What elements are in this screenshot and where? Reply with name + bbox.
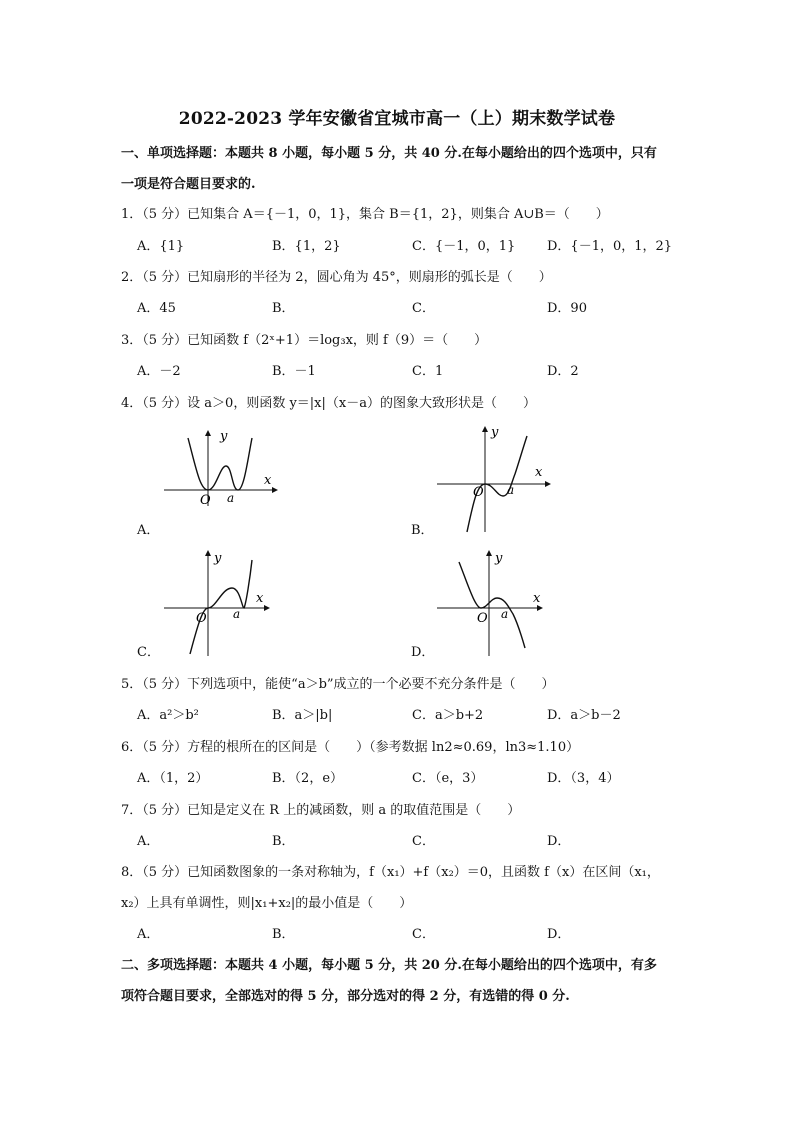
q8-option-a: A． <box>137 927 160 942</box>
q3-option-c: C．1 <box>412 364 444 379</box>
q6-option-c: C．（e，3） <box>412 771 484 786</box>
graph-a-y-label: y <box>220 429 228 444</box>
graph-b-x-label: x <box>535 465 543 480</box>
question-5: 5．（5 分）下列选项中，能使“a＞b”成立的一个必要不充分条件是（ ） <box>121 677 555 692</box>
graph-a-origin-label: O <box>200 493 211 508</box>
q7-option-d: D． <box>547 834 571 849</box>
q2-option-b: B． <box>272 301 295 316</box>
graph-b-y-label: y <box>491 425 499 440</box>
question-4: 4．（5 分）设 a＞0，则函数 y＝|x|（x－a）的图象大致形状是（ ） <box>121 396 536 411</box>
graph-c-origin-label: O <box>196 611 207 626</box>
section2-line2: 项符合题目要求，全部选对的得 5 分，部分选对的得 2 分，有选错的得 0 分. <box>121 989 570 1004</box>
q5-option-c: C．a＞b+2 <box>412 708 484 723</box>
q4-option-a: A． <box>137 523 160 538</box>
question-6: 6．（5 分）方程的根所在的区间是（ ）（参考数据 ln2≈0.69，ln3≈1.10） <box>121 740 580 755</box>
graph-a-a-label: a <box>227 491 235 505</box>
q2-option-a: A．45 <box>137 301 176 316</box>
section2-heading <box>121 950 681 1012</box>
q5-option-a: A．a²＞b² <box>137 708 199 723</box>
q6-option-d: D．（3，4） <box>547 771 620 786</box>
q2-option-d: D．90 <box>547 301 587 316</box>
graph-d-origin-label: O <box>477 611 488 626</box>
q3-option-a: A．－2 <box>137 364 181 379</box>
question-8-line1: 8．（5 分）已知函数图象的一条对称轴为，f（x₁）+f（x₂）＝0，且函数 f（x）在区间（x₁， <box>121 865 660 880</box>
q4-option-d: D． <box>411 645 435 660</box>
q4-option-c: C． <box>137 645 160 660</box>
q6-option-b: B．（2，e） <box>272 771 344 786</box>
q3-option-d: D．2 <box>547 364 579 379</box>
question-3: 3．（5 分）已知函数 f（2ˣ+1）＝log₃x，则 f（9）＝（ ） <box>121 333 488 348</box>
section2-line1: 二、多项选择题：本题共 4 小题，每小题 5 分，共 20 分.在每小题给出的四个选项中，有多 <box>121 958 657 973</box>
q2-option-c: C． <box>412 301 435 316</box>
graph-c <box>160 548 280 658</box>
q3-option-b: B．－1 <box>272 364 316 379</box>
q8-option-c: C． <box>412 927 435 942</box>
q5-option-d: D．a＞b－2 <box>547 708 621 723</box>
q7-option-a: A． <box>137 834 160 849</box>
section1-line2: 一项是符合题目要求的. <box>121 177 256 192</box>
q1-option-d: D．{－1，0，1，2} <box>547 239 673 254</box>
q7-option-b: B． <box>272 834 295 849</box>
graph-d <box>433 548 553 658</box>
question-8-line2: x₂）上具有单调性，则|x₁+x₂|的最小值是（ ） <box>121 896 413 911</box>
q1-option-c: C．{－1，0，1} <box>412 239 516 254</box>
q8-option-d: D． <box>547 927 571 942</box>
graph-a <box>160 428 280 508</box>
graph-d-y-label: y <box>495 551 503 566</box>
section1-heading <box>121 138 681 200</box>
q1-option-b: B．{1，2} <box>272 239 341 254</box>
graph-c-x-label: x <box>256 591 264 606</box>
q5-option-b: B．a＞|b| <box>272 708 333 723</box>
q4-option-b: B． <box>411 523 434 538</box>
question-7: 7．（5 分）已知是定义在 R 上的减函数，则 a 的取值范围是（ ） <box>121 803 521 818</box>
section1-line1: 一、单项选择题：本题共 8 小题，每小题 5 分，共 40 分.在每小题给出的四个选项中，只有 <box>121 146 657 161</box>
question-2: 2．（5 分）已知扇形的半径为 2，圆心角为 45°，则扇形的弧长是（ ） <box>121 270 552 285</box>
graph-a-x-label: x <box>264 473 272 488</box>
graph-b <box>433 424 553 534</box>
graph-b-a-label: a <box>507 483 515 497</box>
q7-option-c: C． <box>412 834 435 849</box>
graph-d-x-label: x <box>533 591 541 606</box>
q1-option-a: A．{1} <box>137 239 185 254</box>
question-1: 1．（5 分）已知集合 A＝{－1，0，1}，集合 B＝{1，2}，则集合 A∪B＝（ ） <box>121 207 609 222</box>
q6-option-a: A．（1，2） <box>137 771 209 786</box>
graph-d-a-label: a <box>501 607 509 621</box>
graph-b-origin-label: O <box>473 485 484 500</box>
graph-c-y-label: y <box>214 551 222 566</box>
q8-option-b: B． <box>272 927 295 942</box>
graph-c-a-label: a <box>233 607 241 621</box>
page-title: 2022-2023 学年安徽省宜城市高一（上）期末数学试卷 <box>178 109 616 129</box>
